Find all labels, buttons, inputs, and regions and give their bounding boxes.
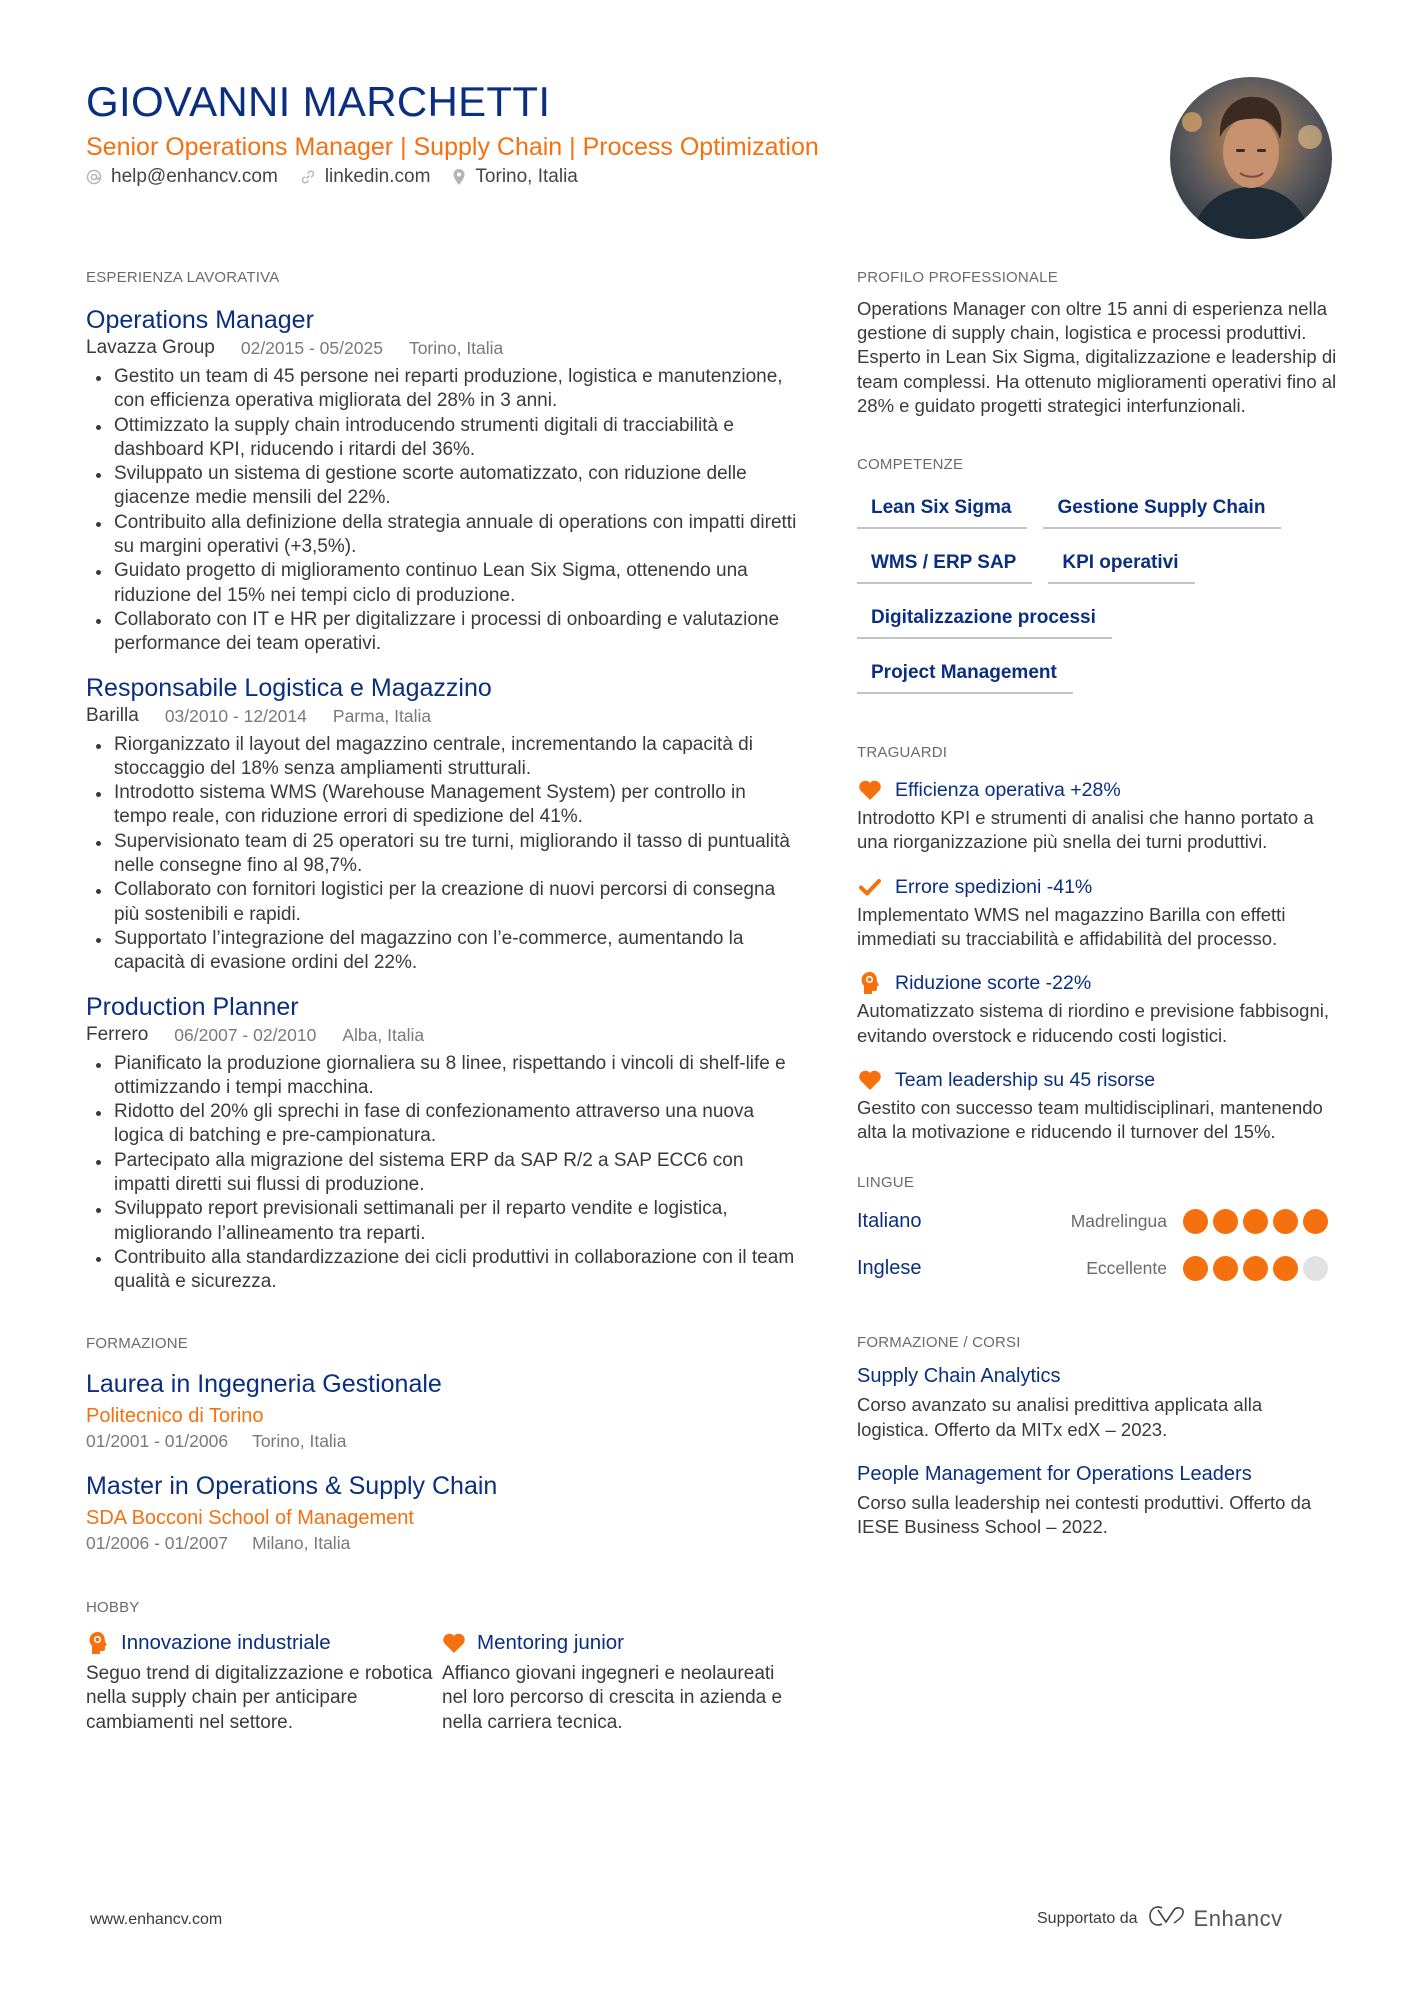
job-meta [86,703,798,729]
course-title: People Management for Operations Leaders [857,1462,1252,1485]
skill-tag: Gestione Supply Chain [1043,488,1281,529]
contact-email[interactable] [86,165,278,189]
job-meta [86,1022,798,1048]
education-degree: Laurea in Ingegneria Gestionale [86,1369,442,1398]
heart-icon [442,1631,466,1655]
footer-brand: Enhancv [1193,1905,1283,1931]
job-title: Operations Manager [86,306,314,334]
skill-tag: Project Management [857,653,1073,694]
job-bullet: Partecipato alla migrazione del sistema ERP da SAP R/2 a SAP ECC6 con impatti diretti sui flussi di produzione. [86,1149,798,1198]
education-school: Politecnico di Torino [86,1404,264,1427]
job-bullet: Collaborato con IT e HR per digitalizzare i processi di onboarding e valutazione performance dei team operativi. [86,608,798,657]
achievement-item [857,1066,1337,1145]
job-bullet: Introdotto sistema WMS (Warehouse Management System) per controllo in tempo reale, con riduzione errori di spedizione del 41%. [86,781,798,830]
achievement-description: Automatizzato sistema di riordino e previsione fabbisogni, evitando overstock e riducendo costi logistici. [857,1000,1329,1046]
skill-tag: Lean Six Sigma [857,488,1027,529]
hobby-list [86,1629,798,1736]
education-meta [86,1531,798,1555]
skills-row [857,488,1337,543]
hobby-item [86,1629,442,1736]
rating-dot-filled [1273,1256,1298,1281]
contact-linkedin[interactable] [300,165,431,189]
head-idea-icon [86,1631,110,1655]
candidate-tagline: Senior Operations Manager | Supply Chain | Process Optimization [86,133,819,161]
hobby-header [442,1629,798,1657]
contact-linkedin-text: linkedin.com [324,166,431,187]
job-bullet: Sviluppato report previsionali settimanali per il reparto vendite e logistica, migliorando l’allineamento tra reparti. [86,1197,798,1246]
achievement-title: Team leadership su 45 risorse [895,1068,1156,1091]
course-title: Supply Chain Analytics [857,1365,1061,1388]
footer-branding[interactable] [1037,1904,1283,1933]
profile-section [857,269,1337,418]
profile-summary: Operations Manager con oltre 15 anni di esperienza nella gestione di supply chain, logistica e processi produttivi. Esperto in Lean Six Sigma, digitalizzazione e leadership di team complessi. Ha ottenuto miglioramenti operativi fino al 28% e guidato progetti strategici interfunzionali. [857,298,1337,416]
skills-section-title: COMPETENZE [857,456,964,474]
footer-website-link[interactable]: www.enhancv.com [90,1911,223,1928]
rating-dot-filled [1183,1209,1208,1234]
location-pin-icon [452,168,466,186]
left-column [86,269,798,1735]
education-dates: 01/2001 - 01/2006 [86,1430,229,1451]
rating-dot-filled [1273,1209,1298,1234]
achievement-title: Riduzione scorte -22% [895,972,1092,995]
heart-icon [857,778,883,802]
language-row [857,1245,1337,1292]
heart-icon [857,1068,883,1092]
language-level: Eccellente [1086,1258,1167,1279]
course-description: Corso sulla leadership nei contesti produttivi. Offerto da IESE Business School – 2022. [857,1491,1312,1538]
education-section [86,1335,798,1555]
achievement-item [857,776,1337,855]
hobby-description: Seguo trend di digitalizzazione e robotica nella supply chain per anticipare cambiamenti nel settore. [86,1662,433,1733]
education-location: Torino, Italia [252,1430,347,1451]
hobby-title: Mentoring junior [477,1630,624,1654]
languages-section [857,1174,1337,1292]
at-icon [86,169,102,185]
course-item [857,1460,1337,1540]
hobby-section [86,1599,798,1736]
achievement-title: Errore spedizioni -41% [895,875,1093,898]
job-company: Lavazza Group [86,337,215,358]
job-company: Ferrero [86,1023,149,1045]
rating-dot-filled [1213,1209,1238,1234]
job-bullet: Riorganizzato il layout del magazzino centrale, incrementando la capacità di stoccaggio del 18% senza ampliamenti strutturali. [86,733,798,782]
hobby-header [86,1629,442,1657]
hobby-description: Affianco giovani ingegneri e neolaureati nel loro percorso di crescita in azienda e nella carriera tecnica. [442,1662,783,1733]
achievement-header [857,776,1337,804]
experience-section [86,269,798,1295]
achievements-list [857,776,1337,1144]
job-title: Responsabile Logistica e Magazzino [86,673,492,702]
job-bullet: Gestito un team di 45 persone nei reparti produzione, logistica e manutenzione, con efficienza operativa migliorata del 28% in 3 anni. [86,365,798,414]
skills-section [857,456,1337,708]
job-dates: 03/2010 - 12/2014 [164,705,307,726]
job-title: Production Planner [86,992,299,1021]
job-bullet: Sviluppato un sistema di gestione scorte automatizzato, con riduzione delle giacenze medie mensili del 22%. [86,462,798,511]
course-item [857,1362,1337,1442]
job-bullet: Pianificato la produzione giornaliera su 8 linee, rispettando i vincoli di shelf-life e ottimizzando i tempi macchina. [86,1052,798,1101]
courses-section-title: FORMAZIONE / CORSI [857,1334,1021,1352]
candidate-name: GIOVANNI MARCHETTI [86,78,551,125]
education-location: Milano, Italia [252,1532,351,1553]
contact-location-text: Torino, Italia [475,166,578,187]
education-entry [86,1471,798,1555]
hobby-section-title: HOBBY [86,1598,140,1616]
job-dates: 06/2007 - 02/2010 [174,1024,317,1045]
job-bullets [86,1052,798,1295]
experience-section-title: ESPERIENZA LAVORATIVA [86,269,280,286]
footer-powered-by: Supportato da [1037,1909,1138,1927]
job-entry [86,673,798,976]
languages-section-title: LINGUE [857,1174,915,1192]
contact-bar [86,165,600,189]
link-icon [300,169,316,185]
rating-dot-filled [1213,1256,1238,1281]
skills-row [857,653,1337,708]
skills-list [857,488,1337,708]
education-meta [86,1429,798,1453]
achievement-description: Gestito con successo team multidisciplinari, mantenendo alta la motivazione e riducendo il turnover del 15%. [857,1096,1323,1143]
education-entry [86,1369,798,1453]
achievement-title: Efficienza operativa +28% [895,779,1121,802]
course-description: Corso avanzato su analisi predittiva applicata alla logistica. Offerto da MITx edX – 2023. [857,1394,1263,1440]
achievement-header [857,873,1337,901]
job-bullet: Ottimizzato la supply chain introducendo strumenti digitali di tracciabilità e dashboard KPI, riducendo i ritardi del 36%. [86,414,798,463]
job-entry [86,992,798,1295]
language-name: Inglese [857,1257,922,1280]
profile-section-title: PROFILO PROFESSIONALE [857,269,1058,286]
head-idea-icon [857,971,883,995]
language-level: Madrelingua [1070,1211,1167,1232]
achievement-description: Introdotto KPI e strumenti di analisi che hanno portato a una riorganizzazione più snella dei turni produttivi. [857,807,1314,853]
rating-dot-filled [1303,1209,1328,1234]
achievements-section [857,744,1337,1144]
job-dates: 02/2015 - 05/2025 [240,338,383,358]
education-degree: Master in Operations & Supply Chain [86,1471,498,1500]
profile-photo [1170,77,1332,239]
rating-dot-empty [1303,1256,1328,1281]
achievement-description: Implementato WMS nel magazzino Barilla con effetti immediati su tracciabilità e affidabilità del processo. [857,903,1286,949]
achievement-item [857,873,1337,952]
contact-location [452,165,577,189]
checkmark-icon [857,875,883,899]
job-location: Alba, Italia [342,1024,425,1045]
rating-dot-filled [1243,1209,1268,1234]
job-bullet: Contribuito alla standardizzazione dei cicli produttivi in collaborazione con il team qualità e sicurezza. [86,1246,798,1295]
education-dates: 01/2006 - 01/2007 [86,1532,229,1553]
job-bullet: Supervisionato team di 25 operatori su tre turni, migliorando il tasso di puntualità nelle consegne fino al 98,7%. [86,830,798,879]
languages-list [857,1198,1337,1292]
job-company: Barilla [86,704,139,726]
language-rating [1183,1256,1333,1281]
job-bullets [86,365,798,657]
education-school: SDA Bocconi School of Management [86,1506,414,1529]
job-bullet: Supportato l’integrazione del magazzino con l’e-commerce, aumentando la capacità di evasione ordini del 22%. [86,927,798,976]
job-bullet: Guidato progetto di miglioramento continuo Lean Six Sigma, ottenendo una riduzione del 15% nei tempi ciclo di produzione. [86,559,798,608]
enhancv-logo-icon [1148,1904,1186,1933]
hobby-title: Innovazione industriale [121,1630,331,1654]
skills-row [857,543,1337,598]
courses-section [857,1334,1337,1539]
achievement-header [857,1066,1337,1094]
language-rating [1183,1209,1333,1234]
education-section-title: FORMAZIONE [86,1334,188,1352]
hobby-item [442,1629,798,1736]
job-bullet: Contribuito alla definizione della strategia annuale di operations con impatti diretti su margini operativi (+3,5%). [86,511,798,560]
achievements-section-title: TRAGUARDI [857,744,948,762]
language-name: Italiano [857,1210,922,1233]
contact-email-text: help@enhancv.com [111,166,278,187]
language-row [857,1198,1337,1245]
job-meta [86,335,798,361]
right-column [857,269,1337,1540]
job-bullet: Collaborato con fornitori logistici per la creazione di nuovi percorsi di consegna più sostenibili e rapidi. [86,878,798,927]
job-location: Torino, Italia [408,338,504,358]
skill-tag: KPI operativi [1048,543,1194,584]
skill-tag: WMS / ERP SAP [857,543,1032,584]
achievement-header [857,969,1337,997]
achievement-item [857,969,1337,1048]
job-bullets [86,733,798,976]
rating-dot-filled [1183,1256,1208,1281]
job-location: Parma, Italia [332,705,432,726]
skill-tag: Digitalizzazione processi [857,598,1112,639]
job-bullet: Ridotto del 20% gli sprechi in fase di confezionamento attraverso una nuova logica di batching e pre-campionatura. [86,1100,798,1149]
rating-dot-filled [1243,1256,1268,1281]
skills-row [857,598,1337,653]
job-entry [86,305,798,657]
